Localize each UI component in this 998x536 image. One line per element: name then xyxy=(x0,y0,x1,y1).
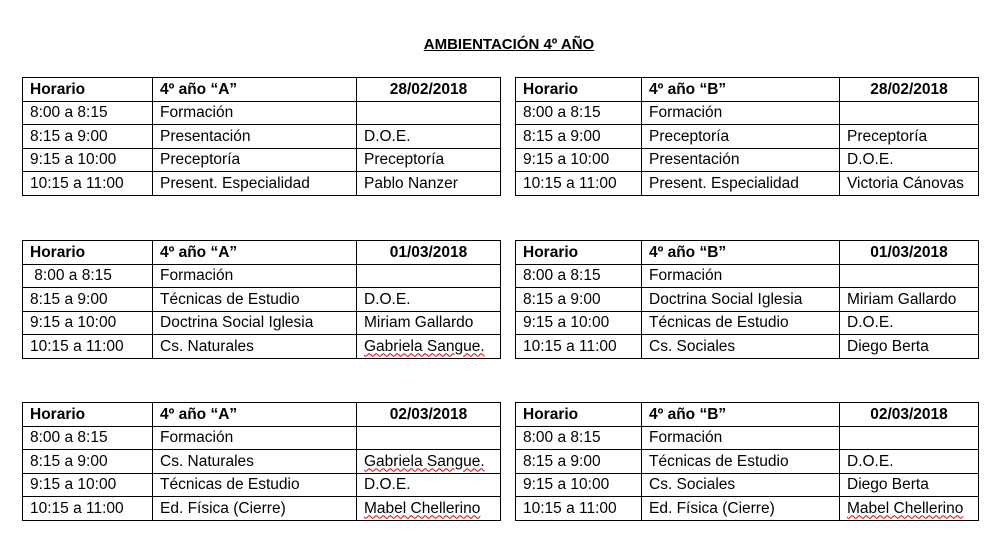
table-header-row xyxy=(516,78,979,102)
header-course: 4º año “A” xyxy=(153,241,357,265)
schedule-table-day1-course-a xyxy=(22,77,501,196)
table-row xyxy=(516,264,979,288)
cell-time: 9:15 a 10:00 xyxy=(23,148,153,172)
cell-subject: Técnicas de Estudio xyxy=(153,288,357,312)
cell-teacher: Victoria Cánovas xyxy=(840,172,979,196)
table-row xyxy=(516,311,979,335)
cell-subject: Cs. Sociales xyxy=(642,473,840,497)
cell-teacher xyxy=(357,264,501,288)
cell-subject: Formación xyxy=(153,101,357,125)
cell-subject: Ed. Física (Cierre) xyxy=(153,497,357,521)
header-date: 28/02/2018 xyxy=(840,78,979,102)
cell-time: 8:15 a 9:00 xyxy=(516,125,642,149)
cell-subject: Formación xyxy=(642,101,840,125)
header-time: Horario xyxy=(516,78,642,102)
table-row xyxy=(23,172,501,196)
cell-time: 9:15 a 10:00 xyxy=(23,311,153,335)
cell-teacher xyxy=(357,335,501,359)
cell-subject: Presentación xyxy=(153,125,357,149)
document-title: AMBIENTACIÓN 4º AÑO xyxy=(423,36,595,53)
cell-teacher xyxy=(840,426,979,450)
header-course: 4º año “B” xyxy=(642,78,840,102)
cell-time: 8:15 a 9:00 xyxy=(516,288,642,312)
table-row xyxy=(23,473,501,497)
cell-teacher xyxy=(840,497,979,521)
table-row xyxy=(516,426,979,450)
cell-teacher: Miriam Gallardo xyxy=(840,288,979,312)
cell-teacher xyxy=(357,497,501,521)
table-row xyxy=(23,125,501,149)
cell-time: 8:00 a 8:15 xyxy=(23,426,153,450)
cell-subject: Preceptoría xyxy=(153,148,357,172)
cell-teacher: D.O.E. xyxy=(840,148,979,172)
cell-time: 10:15 a 11:00 xyxy=(23,172,153,196)
teacher-name-spellcheck: Gabriela Sangue. xyxy=(364,452,485,470)
cell-time: 8:00 a 8:15 xyxy=(23,264,153,288)
cell-subject: Técnicas de Estudio xyxy=(642,450,840,474)
table-row xyxy=(516,450,979,474)
table-row xyxy=(23,450,501,474)
table-header-row xyxy=(516,403,979,427)
schedule-table-day2-course-b xyxy=(515,240,979,359)
teacher-name-spellcheck: Mabel Chellerino xyxy=(847,499,964,517)
cell-time: 10:15 a 11:00 xyxy=(23,335,153,359)
header-course: 4º año “B” xyxy=(642,403,840,427)
cell-time: 8:15 a 9:00 xyxy=(23,288,153,312)
cell-time: 9:15 a 10:00 xyxy=(516,473,642,497)
header-time: Horario xyxy=(516,403,642,427)
table-row xyxy=(23,101,501,125)
cell-teacher: Pablo Nanzer xyxy=(357,172,501,196)
cell-teacher xyxy=(357,426,501,450)
cell-teacher: Miriam Gallardo xyxy=(357,311,501,335)
cell-teacher: D.O.E. xyxy=(357,473,501,497)
header-date: 28/02/2018 xyxy=(357,78,501,102)
cell-subject: Cs. Naturales xyxy=(153,450,357,474)
schedule-table-day2-course-a xyxy=(22,240,501,359)
table-header-row xyxy=(23,241,501,265)
table-row xyxy=(23,335,501,359)
cell-time: 8:00 a 8:15 xyxy=(516,264,642,288)
header-date: 02/03/2018 xyxy=(357,403,501,427)
cell-teacher: Diego Berta xyxy=(840,473,979,497)
table-row xyxy=(23,311,501,335)
cell-teacher: D.O.E. xyxy=(840,311,979,335)
cell-subject: Present. Especialidad xyxy=(642,172,840,196)
cell-subject: Doctrina Social Iglesia xyxy=(642,288,840,312)
table-header-row xyxy=(23,78,501,102)
cell-subject: Present. Especialidad xyxy=(153,172,357,196)
cell-teacher: D.O.E. xyxy=(357,125,501,149)
cell-teacher xyxy=(357,101,501,125)
cell-subject: Cs. Sociales xyxy=(642,335,840,359)
cell-subject: Formación xyxy=(642,426,840,450)
cell-teacher: Diego Berta xyxy=(840,335,979,359)
cell-time: 8:15 a 9:00 xyxy=(23,125,153,149)
schedule-table-day3-course-a xyxy=(22,402,501,521)
table-row xyxy=(516,288,979,312)
table-row xyxy=(516,497,979,521)
header-date: 01/03/2018 xyxy=(840,241,979,265)
table-row xyxy=(23,288,501,312)
cell-subject: Presentación xyxy=(642,148,840,172)
table-row xyxy=(516,148,979,172)
table-header-row xyxy=(516,241,979,265)
cell-subject: Cs. Naturales xyxy=(153,335,357,359)
header-time: Horario xyxy=(516,241,642,265)
cell-time: 8:00 a 8:15 xyxy=(516,101,642,125)
cell-time: 9:15 a 10:00 xyxy=(516,148,642,172)
header-time: Horario xyxy=(23,241,153,265)
cell-time: 8:15 a 9:00 xyxy=(516,450,642,474)
cell-teacher: D.O.E. xyxy=(840,450,979,474)
cell-subject: Formación xyxy=(153,264,357,288)
table-row xyxy=(516,335,979,359)
cell-time: 8:15 a 9:00 xyxy=(23,450,153,474)
header-time: Horario xyxy=(23,403,153,427)
table-row xyxy=(516,172,979,196)
cell-time: 9:15 a 10:00 xyxy=(516,311,642,335)
cell-subject: Ed. Física (Cierre) xyxy=(642,497,840,521)
cell-teacher: Preceptoría xyxy=(357,148,501,172)
cell-teacher: Preceptoría xyxy=(840,125,979,149)
teacher-name-spellcheck: Mabel Chellerino xyxy=(364,499,481,517)
header-course: 4º año “B” xyxy=(642,241,840,265)
cell-subject: Formación xyxy=(153,426,357,450)
cell-time: 8:00 a 8:15 xyxy=(23,101,153,125)
cell-time: 10:15 a 11:00 xyxy=(23,497,153,521)
table-row xyxy=(516,101,979,125)
table-row xyxy=(516,125,979,149)
cell-subject: Preceptoría xyxy=(642,125,840,149)
header-course: 4º año “A” xyxy=(153,403,357,427)
table-row xyxy=(23,497,501,521)
cell-subject: Técnicas de Estudio xyxy=(153,473,357,497)
cell-time: 9:15 a 10:00 xyxy=(23,473,153,497)
cell-time: 10:15 a 11:00 xyxy=(516,172,642,196)
table-row xyxy=(23,426,501,450)
schedule-table-day1-course-b xyxy=(515,77,979,196)
cell-subject: Doctrina Social Iglesia xyxy=(153,311,357,335)
cell-teacher xyxy=(840,101,979,125)
table-header-row xyxy=(23,403,501,427)
cell-teacher xyxy=(840,264,979,288)
cell-teacher: D.O.E. xyxy=(357,288,501,312)
table-row xyxy=(23,264,501,288)
table-row xyxy=(23,148,501,172)
header-date: 02/03/2018 xyxy=(840,403,979,427)
teacher-name-spellcheck: Gabriela Sangue. xyxy=(364,337,485,355)
cell-subject: Formación xyxy=(642,264,840,288)
cell-subject: Técnicas de Estudio xyxy=(642,311,840,335)
cell-time: 10:15 a 11:00 xyxy=(516,335,642,359)
header-date: 01/03/2018 xyxy=(357,241,501,265)
cell-time: 10:15 a 11:00 xyxy=(516,497,642,521)
cell-time: 8:00 a 8:15 xyxy=(516,426,642,450)
header-time: Horario xyxy=(23,78,153,102)
cell-teacher xyxy=(357,450,501,474)
table-row xyxy=(516,473,979,497)
schedule-table-day3-course-b xyxy=(515,402,979,521)
header-course: 4º año “A” xyxy=(153,78,357,102)
